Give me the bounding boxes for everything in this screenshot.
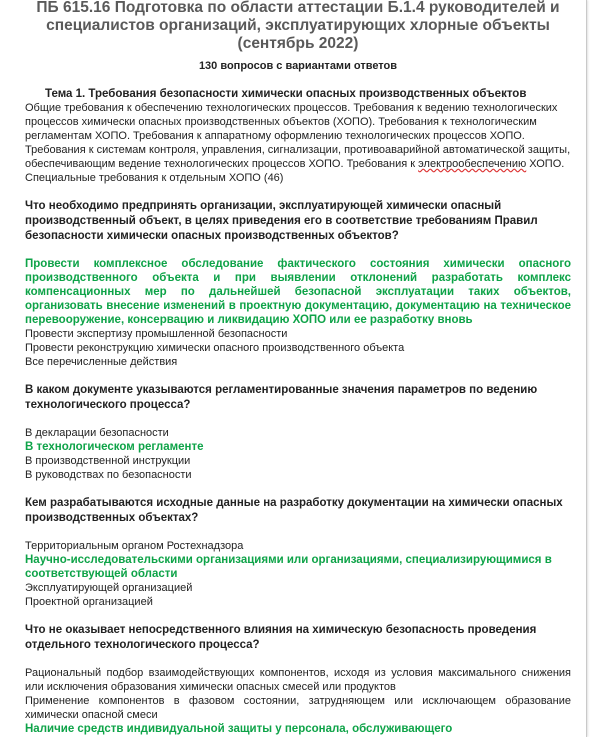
question-text: Кем разрабатываются исходные данные на разработку документации на химически опасных производственных объектах? — [25, 497, 563, 524]
document-subtitle: 130 вопросов с вариантами ответов — [198, 60, 398, 72]
answer-option: Эксплуатирующей организацией — [25, 582, 193, 594]
answer-list — [25, 257, 571, 369]
answer-option: В производственной инструкции — [25, 455, 191, 467]
answer-option: Все перечисленные действия — [25, 356, 178, 368]
answer-list — [25, 666, 571, 736]
question-text: В каком документе указываются регламентированные значения параметров по ведению технологического процесса? — [25, 384, 538, 411]
document-page — [25, 0, 571, 736]
topic-title: Тема 1. Требования безопасности химически опасных производственных объектов — [45, 88, 527, 100]
topic-desc-part-2: ХОПО. Специальные требования к отдельным ХОПО (46) — [25, 158, 565, 184]
answer-option: Провести экспертизу промышленной безопасности — [25, 328, 288, 340]
question-text: Что не оказывает непосредственного влияния на химическую безопасность проведения отдельного технологического процесса? — [25, 624, 537, 651]
topic-desc-part-1: Общие требования к обеспечению технологических процессов. Требования к ведению технологических процессов химически опасных производственных объектов (ХОПО). Требования к технологическим регламентам ХОПО. Требования к аппаратному оформлению технологических процессов ХОПО. Требования к системам контроля, управления, сигнализации, противоаварийной автоматической защиты, обеспечивающим ведение технологических процессов ХОПО. Требования к — [25, 102, 571, 170]
topic-description — [25, 101, 571, 185]
answer-option: В руководствах по безопасности — [25, 469, 192, 481]
answer-correct: Научно-исследовательскими организациями или организациями, специализирующимися в соответствующей области — [25, 554, 552, 580]
misspelled-word: электрообеспечению — [418, 158, 527, 170]
answer-list — [25, 426, 571, 482]
answer-correct: Наличие средств индивидуальной защиты у персонала, обслуживающего — [25, 723, 453, 735]
answer-list — [25, 539, 571, 609]
answer-option: Территориальным органом Ростехнадзора — [25, 540, 244, 552]
answer-option: Рациональный подбор взаимодействующих компонентов, исходя из условия максимального снижения или исключения образования химически опасных смесей или продуктов — [25, 667, 571, 693]
answer-correct: Провести комплексное обследование фактического состояния химически опасного производственного объекта и при выявлении отклонений разработать комплекс компенсационных мер по дальнейшей безопасной эксплуатации таких объектов, организовать внесение изменений в проектную документацию, документацию на техническое перевооружение, консервацию и ликвидацию ХОПО или ее разработку вновь — [25, 258, 571, 326]
answer-correct: В технологическом регламенте — [25, 441, 204, 453]
answer-option: Проектной организацией — [25, 596, 153, 608]
answer-option: Провести реконструкцию химически опасного производственного объекта — [25, 342, 405, 354]
question-text: Что необходимо предпринять организации, эксплуатирующей химически опасный производственный объект, в целях приведения его в соответствие требованиям Правил безопасности химически опасных производственных объектов? — [25, 200, 538, 242]
answer-option: В декларации безопасности — [25, 427, 169, 439]
document-title: ПБ 615.16 Подготовка по области аттестации Б.1.4 руководителей и специалистов организаций, эксплуатирующих хлорные объекты (сентябрь 2022) — [36, 0, 560, 52]
answer-option: Применение компонентов в фазовом состоянии, затрудняющем или исключающем образование химически опасной смеси — [25, 695, 571, 721]
